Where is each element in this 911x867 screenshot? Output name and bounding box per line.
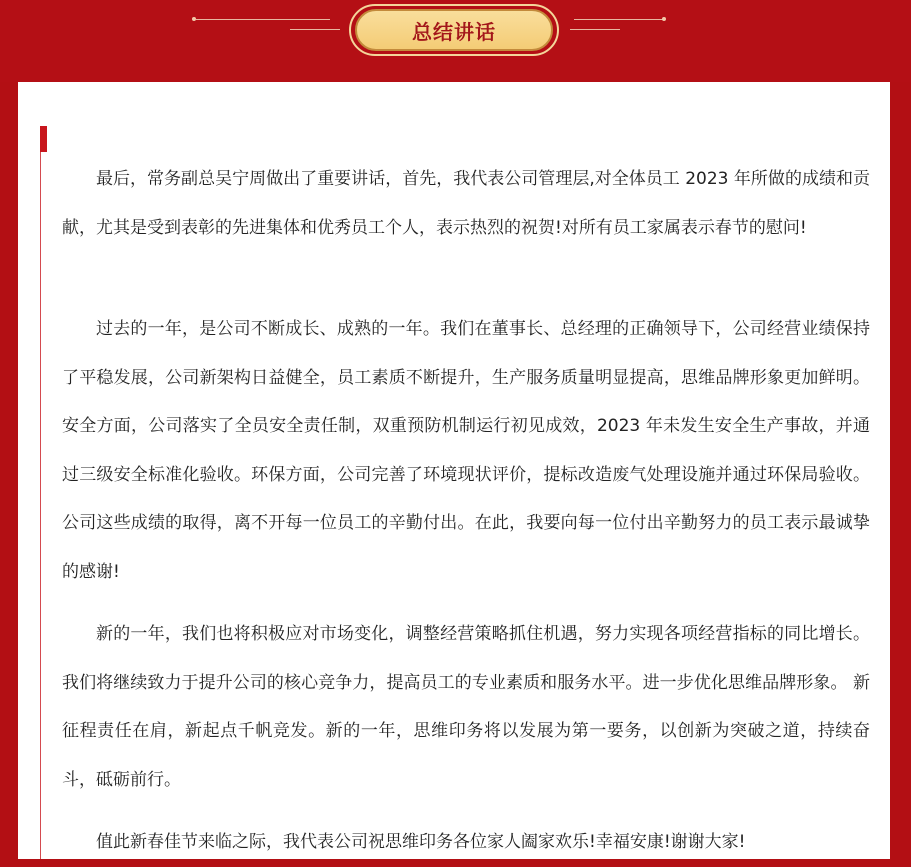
- section-accent-bar: [40, 126, 47, 152]
- right-decorative-dot: [662, 17, 666, 21]
- left-decorative-dot: [192, 17, 196, 21]
- section-accent-line: [40, 152, 41, 859]
- right-decorative-line: [574, 19, 664, 20]
- left-decorative-line: [196, 19, 330, 20]
- section-title: 总结讲话: [412, 19, 496, 44]
- paragraph-greeting: 值此新春佳节来临之际，我代表公司祝思维印务各位家人阖家欢乐!幸福安康!谢谢大家!: [96, 832, 746, 852]
- paragraph-opening: 最后，常务副总吴宁周做出了重要讲话，首先，我代表公司管理层,对全体员工 2023 年所做的成绩和贡献，尤其是受到表彰的先进集体和优秀员工个人，表示热烈的祝贺!对所有员工家属表示春节的慰问!: [62, 169, 870, 238]
- paragraph-review: 过去的一年，是公司不断成长、成熟的一年。我们在董事长、总经理的正确领导下，公司经营业绩保持了平稳发展，公司新架构日益健全，员工素质不断提升，生产服务质量明显提高，思维品牌形象更加鲜明。安全方面，公司落实了全员安全责任制，双重预防机制运行初见成效，2023 年未发生安全生产事故，并通过三级安全标准化验收。环保方面，公司完善了环境现状评价，提标改造废气处理设施并通过环保局验收。公司这些成绩的取得，离不开每一位员工的辛勤付出。在此，我要向每一位付出辛勤努力的员工表示最诚挚的感谢!: [62, 319, 870, 582]
- section-title-badge: [355, 9, 553, 51]
- left-decorative-line-short: [290, 29, 340, 30]
- right-decorative-line-short: [570, 29, 620, 30]
- paragraph-outlook: 新的一年，我们也将积极应对市场变化，调整经营策略抓住机遇，努力实现各项经营指标的同比增长。我们将继续致力于提升公司的核心竞争力，提高员工的专业素质和服务水平。进一步优化思维品牌形象。 新征程责任在肩，新起点千帆竞发。新的一年，思维印务将以发展为第一要务，以创新为突破之道，持续奋斗，砥砺前行。: [62, 624, 870, 790]
